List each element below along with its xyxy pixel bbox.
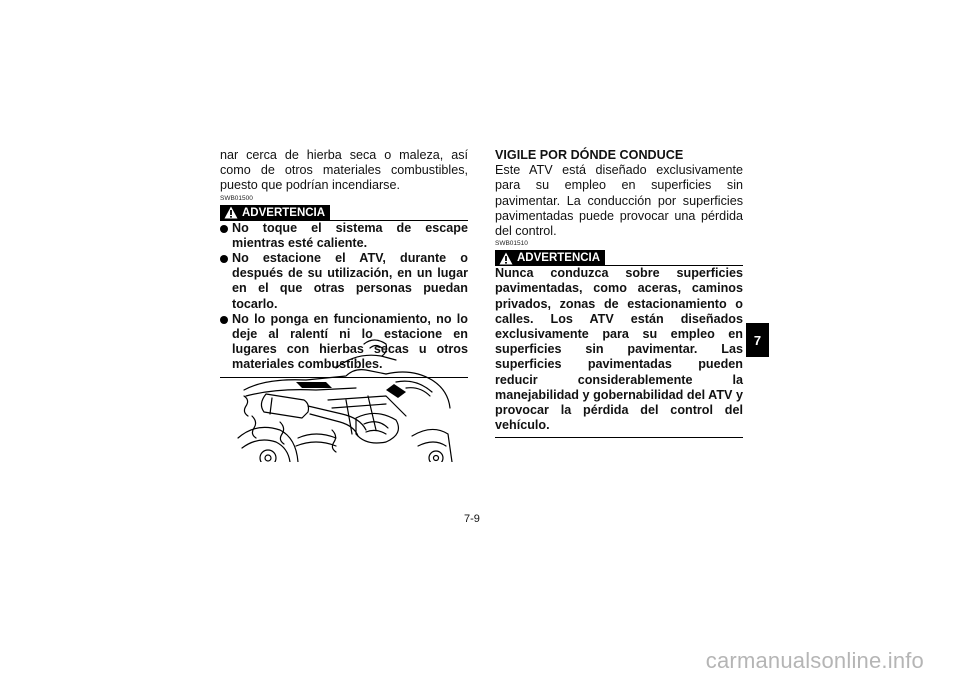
warning-text: Nunca conduzca sobre superficies pavimentadas, como aceras, caminos privados, zonas de estacionamiento o calles. Los ATV están diseñados exclusivamente para su empleo en superficies sin pavimentar. Las superficies pavimentadas pueden reducir considerablemente la manejabilidad y gobernabilidad del ATV y provocar la pérdida del control del vehículo. [495,266,743,433]
list-item: No estacione el ATV, durante o después de su utilización, en un lugar en el que otras personas puedan tocarlo. [220,251,468,312]
warning-header [495,250,743,266]
list-item: No lo ponga en funcionamiento, no lo deje al ralentí ni lo estacione en lugares con hierbas secas u otros materiales combustibles. [220,312,468,373]
watermark: carmanualsonline.info [705,648,924,673]
bullet-icon [220,225,228,233]
warning-badge [495,250,605,266]
warning-label: ADVERTENCIA [242,206,326,219]
bullet-icon [220,255,228,263]
warning-badge [220,205,330,221]
warning-end-rule [495,437,743,438]
page-number: 7-9 [464,513,480,525]
warning-label: ADVERTENCIA [517,252,601,265]
warning-triangle-icon [499,252,513,265]
warning-code: SWB01510 [495,240,528,248]
body-paragraph: Este ATV está diseñado exclusivamente para su empleo en superficies sin pavimentar. La conducción por superficies pavimentadas puede provocar una pérdida del control. [495,163,743,239]
section-title: VIGILE POR DÓNDE CONDUCE [495,148,684,162]
warning-header [220,205,468,221]
list-item: No toque el sistema de escape mientras esté caliente. [220,221,468,251]
chapter-tab: 7 [746,323,769,357]
atv-exhaust-illustration [236,338,454,462]
warning-code: SWB01500 [220,194,253,202]
warning-triangle-icon [224,206,238,219]
right-column [495,148,743,438]
bullet-icon [220,316,228,324]
intro-paragraph: nar cerca de hierba seca o maleza, así como de otros materiales combustibles, puesto que podrían incendiarse. [220,148,468,193]
